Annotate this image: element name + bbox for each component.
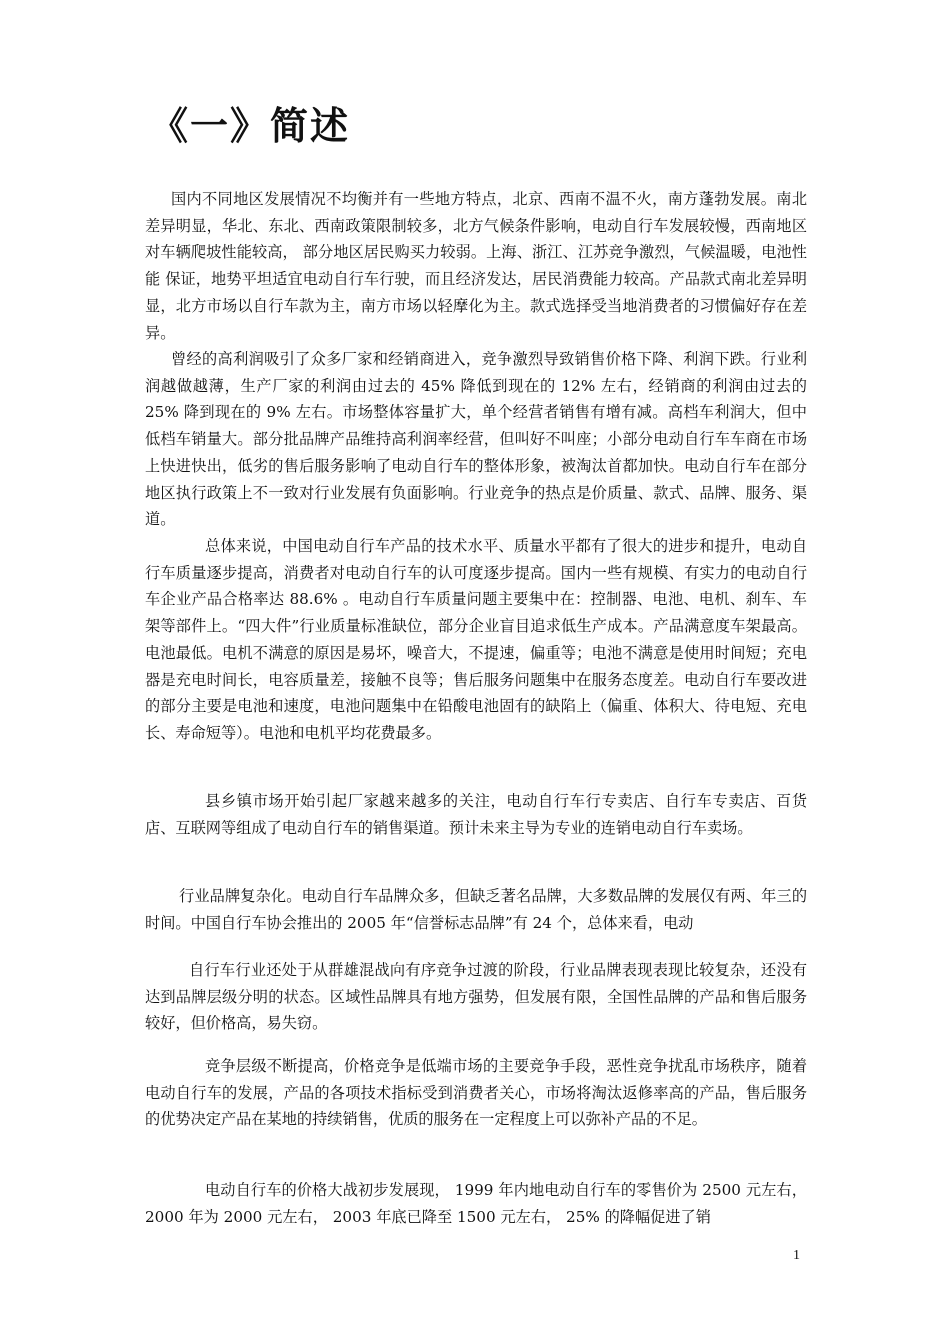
paragraph-sales-channels: 县乡镇市场开始引起厂家越来越多的关注，电动自行车行专卖店、自行车专卖店、百货店、互联网等组成了电动自行车的销售渠道。预计未来主导为专业的连销电动自行车卖场。 — [145, 792, 807, 837]
page-title: 《一》简述 — [150, 103, 351, 148]
page-number: 1 — [793, 1248, 800, 1263]
paragraph-brand-complexity: 行业品牌复杂化。电动自行车品牌众多，但缺乏著名品牌，大多数品牌的发展仅有两、年三的时间。中国自行车协会推出的 2005 年“信誉标志品牌”有 24 个，总体来看，电动 — [145, 887, 807, 932]
paragraph-quality-overview: 总体来说，中国电动自行车产品的技术水平、质量水平都有了很大的进步和提升，电动自行车质量逐步提高，消费者对电动自行车的认可度逐步提高。国内一些有规模、有实力的电动自行车企业产品合格率达 88.6% 。电动自行车质量问题主要集中在：控制器、电池、电机、刹车、车架等部件上。“四大件”行业质量标准缺位，部分企业盲目追求低生产成本。产品满意度车架最高。电池最低。电机不满意的原因是易坏，噪音大，不提速，偏重等；电池不满意是使用时间短；充电器是充电时间长，电容质量差，接触不良等；售后服务问题集中在服务态度差。电动自行车要改进的部分主要是电池和速度，电池问题集中在铅酸电池固有的缺陷上（偏重、体积大、待电短、充电长、寿命短等）。电池和电机平均花费最多。 — [145, 537, 807, 742]
paragraph-competition-levels: 竞争层级不断提高，价格竞争是低端市场的主要竞争手段，恶性竞争扰乱市场秩序，随着电动自行车的发展，产品的各项技术指标受到消费者关心，市场将淘汰返修率高的产品，售后服务的优势决定产品在某地的持续销售，优质的服务在一定程度上可以弥补产品的不足。 — [145, 1057, 807, 1129]
paragraph-regional-differences: 国内不同地区发展情况不均衡并有一些地方特点，北京、西南不温不火，南方蓬勃发展。南北差异明显，华北、东北、西南政策限制较多，北方气候条件影响，电动自行车发展较慢，西南地区对车辆爬坡性能较高， 部分地区居民购买力较弱。上海、浙江、江苏竞争激烈，气候温暖，电池性能 保证，地势平坦适宜电动自行车行驶，而且经济发达，居民消费能力较高。产品款式南北差异明显，北方市场以自行车款为主，南方市场以轻摩化为主。款式选择受当地消费者的习惯偏好存在差异。 — [145, 190, 807, 342]
paragraph-profit-decline: 曾经的高利润吸引了众多厂家和经销商进入，竞争激烈导致销售价格下降、利润下跌。行业利润越做越薄，生产厂家的利润由过去的 45% 降低到现在的 12% 左右，经销商的利润由过去的 25% 降到现在的 9% 左右。市场整体容量扩大，单个经营者销售有增有减。高档车利润大，但中低档车销量大。部分批品牌产品维持高利润率经营，但叫好不叫座；小部分电动自行车车商在市场上快进快出，低劣的售后服务影响了电动自行车的整体形象，被淘汰首都加快。电动自行车在部分地区执行政策上不一致对行业发展有负面影响。行业竞争的热点是价质量、款式、品牌、服务、渠道。 — [145, 350, 807, 529]
paragraph-price-war: 电动自行车的价格大战初步发展现， 1999 年内地电动自行车的零售价为 2500 元左右， 2000 年为 2000 元左右， 2003 年底已降至 1500 元左右， 25% 的降幅促进了销 — [145, 1181, 807, 1226]
paragraph-industry-stage: 自行车行业还处于从群雄混战向有序竞争过渡的阶段，行业品牌表现表现比较复杂，还没有达到品牌层级分明的状态。区域性品牌具有地方强势，但发展有限，全国性品牌的产品和售后服务较好，但价格高，易失窃。 — [145, 961, 807, 1033]
